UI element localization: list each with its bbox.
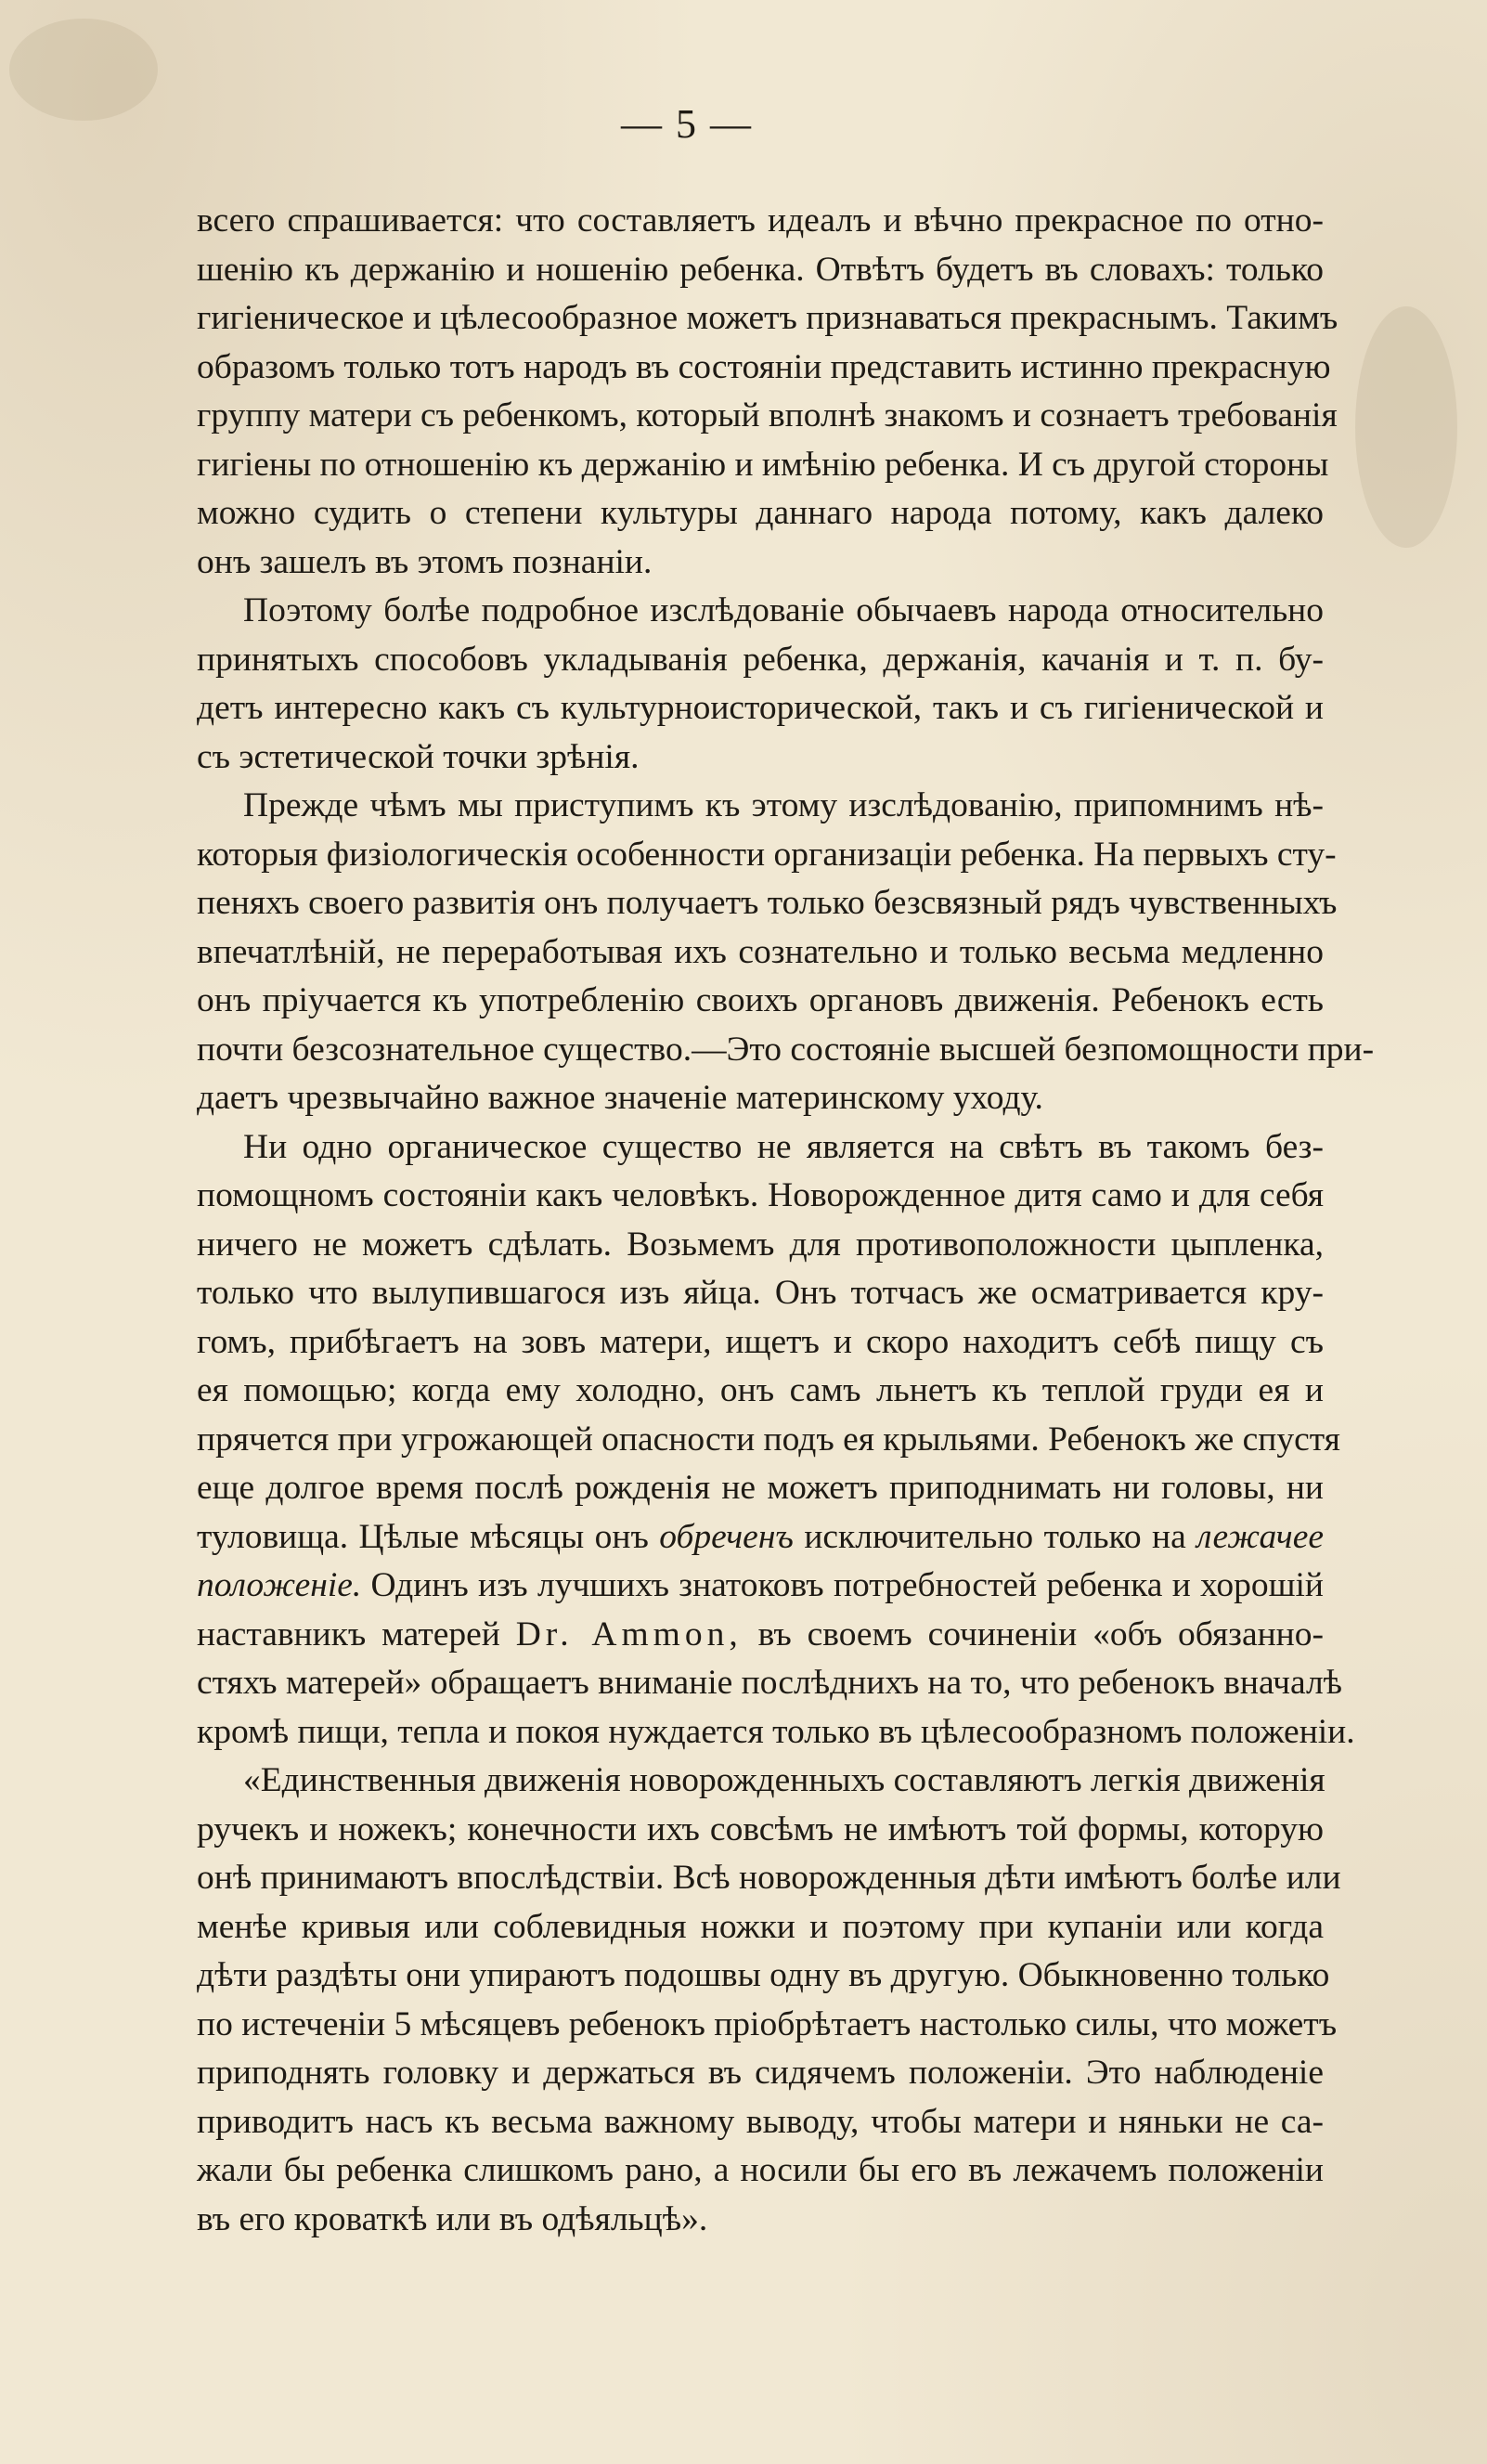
emphasized-word: обреченъ (659, 1517, 794, 1556)
author-name: Dr. Ammon, (515, 1615, 743, 1653)
paper-stain (1355, 306, 1457, 548)
emphasized-word: лежачее (1196, 1517, 1324, 1556)
text-line: только что вылупившагося изъ яйца. Онъ тотчасъ же осматривается кру- (197, 1274, 1324, 1312)
text-line: прячется при угрожающей опасности подъ ея крыльями. Ребенокъ же спустя (197, 1420, 1340, 1459)
text-line: онѣ принимаютъ впослѣдствіи. Всѣ новорожденныя дѣти имѣютъ болѣе или (197, 1859, 1341, 1897)
text-line: которыя физіологическія особенности организаціи ребенка. На первыхъ сту- (197, 835, 1337, 874)
text-line: принятыхъ способовъ укладыванія ребенка, держанія, качанія и т. п. бу- (197, 640, 1324, 679)
text-line: гигіеническое и цѣлесообразное можетъ признаваться прекраснымъ. Такимъ (197, 299, 1338, 337)
text-line: Прежде чѣмъ мы приступимъ къ этому изслѣдованію, припомнимъ нѣ- (243, 786, 1324, 824)
text-line: пеняхъ своего развитія онъ получаетъ только безсвязный рядъ чувственныхъ (197, 884, 1338, 922)
text-line (197, 1611, 1324, 1660)
text-line: съ эстетической точки зрѣнія. (197, 737, 640, 776)
text-line: онъ зашелъ въ этомъ познаніи. (197, 542, 653, 581)
body-text (197, 197, 1375, 2244)
text-line: стяхъ матерей» обращаетъ вниманіе послѣднихъ на то, что ребенокъ вначалѣ (197, 1664, 1343, 1702)
text-line: въ его кроваткѣ или въ одѣяльцѣ». (197, 2199, 708, 2238)
text-line: детъ интересно какъ съ культурноисторической, такъ и съ гигіенической и (197, 689, 1324, 727)
text-run: Одинъ изъ лучшихъ знатоковъ потребностей ребенка и хорошій (361, 1566, 1324, 1604)
text-line: впечатлѣній, не переработывая ихъ сознательно и только весьма медленно (197, 932, 1324, 971)
text-run: въ своемъ сочиненіи «объ обязанно- (742, 1615, 1324, 1653)
text-line (197, 1513, 1324, 1563)
text-line: почти безсознательное существо.—Это состояніе высшей безпомощности при- (197, 1030, 1375, 1069)
text-line: кромѣ пищи, тепла и покоя нуждается только въ цѣлесообразномъ положеніи. (197, 1712, 1355, 1751)
text-line: помощномъ состояніи какъ человѣкъ. Новорожденное дитя само и для себя (197, 1176, 1324, 1214)
text-line: гомъ, прибѣгаетъ на зовъ матери, ищетъ и скоро находитъ себѣ пищу съ (197, 1322, 1324, 1361)
text-line: менѣе кривыя или соблевидныя ножки и поэтому при купаніи или когда (197, 1907, 1324, 1946)
text-line: шенію къ держанію и ношенію ребенка. Отвѣтъ будетъ въ словахъ: только (197, 250, 1324, 289)
text-line: жали бы ребенка слишкомъ рано, а носили бы его въ лежачемъ положеніи (197, 2151, 1324, 2189)
text-line: по истеченіи 5 мѣсяцевъ ребенокъ пріобрѣтаетъ настолько силы, что можетъ (197, 2004, 1338, 2043)
text-line: Поэтому болѣе подробное изслѣдованіе обычаевъ народа относительно (243, 591, 1324, 629)
text-line: гигіены по отношенію къ держанію и имѣнію ребенка. И съ другой стороны (197, 445, 1329, 484)
text-run: исключительно только на (793, 1517, 1197, 1556)
text-run: туловища. Цѣлые мѣсяцы онъ (197, 1517, 660, 1556)
text-line: онъ пріучается къ употребленію своихъ органовъ движенія. Ребенокъ есть (197, 981, 1324, 1019)
emphasized-word: положеніе. (197, 1566, 362, 1604)
text-line: ея помощью; когда ему холодно, онъ самъ льнетъ къ теплой груди ея и (197, 1371, 1324, 1409)
text-line: всего спрашивается: что составляетъ идеалъ и вѣчно прекрасное по отно- (197, 201, 1324, 240)
text-line: еще долгое время послѣ рожденія не можетъ приподнимать ни головы, ни (197, 1469, 1324, 1507)
text-line: образомъ только тотъ народъ въ состояніи представить истинно прекрасную (197, 347, 1331, 386)
text-line: ничего не можетъ сдѣлать. Возьмемъ для противоположности цыпленка, (197, 1225, 1324, 1264)
text-line (197, 1562, 1324, 1611)
text-line: даетъ чрезвычайно важное значеніе материнскому уходу. (197, 1079, 1043, 1117)
text-line: дѣти раздѣты они упираютъ подошвы одну въ другую. Обыкновенно только (197, 1956, 1330, 1994)
text-run: наставникъ матерей (197, 1615, 516, 1653)
text-line: «Единственныя движенія новорожденныхъ составляютъ легкія движенія (243, 1761, 1325, 1799)
text-line: ручекъ и ножекъ; конечности ихъ совсѣмъ не имѣютъ той формы, которую (197, 1809, 1324, 1848)
text-line: приподнять головку и держаться въ сидячемъ положеніи. Это наблюденіе (197, 2054, 1324, 2092)
text-line: можно судить о степени культуры даннаго народа потому, какъ далеко (197, 494, 1324, 532)
text-line: приводитъ насъ къ весьма важному выводу, чтобы матери и няньки не са- (197, 2102, 1324, 2141)
text-line: Ни одно органическое существо не является на свѣтъ въ такомъ без- (243, 1127, 1324, 1166)
page-number: — 5 — (621, 101, 753, 147)
text-line: группу матери съ ребенкомъ, который вполнѣ знакомъ и сознаетъ требованія (197, 396, 1338, 434)
